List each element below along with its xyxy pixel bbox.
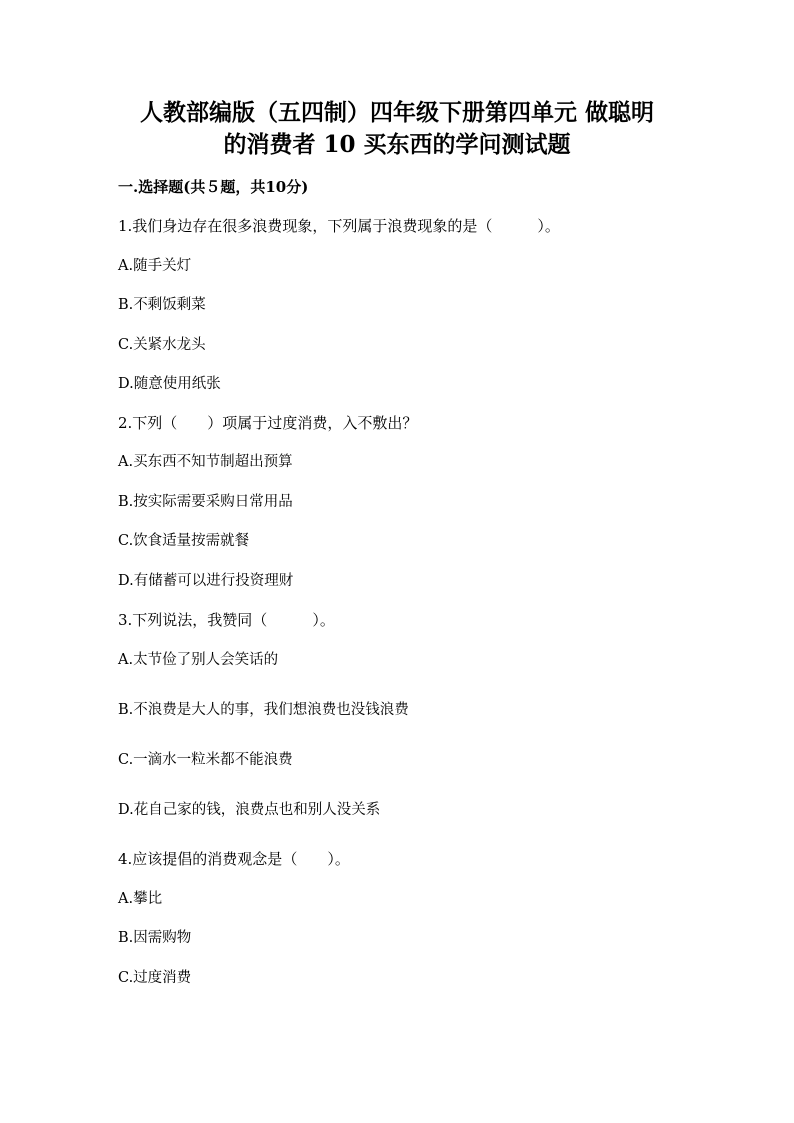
document-title-line-2: 的消费者 10 买东西的学问测试题 [223, 131, 571, 158]
question-2-option-b: B.按实际需要采购日常用品 [118, 494, 293, 510]
question-2-option-a: A.买东西不知节制超出预算 [118, 454, 293, 470]
question-1-option-d: D.随意使用纸张 [118, 376, 221, 392]
question-1-option-c: C.关紧水龙头 [118, 337, 206, 353]
question-3-option-b: B.不浪费是大人的事，我们想浪费也没钱浪费 [118, 702, 409, 718]
question-1-option-a: A.随手关灯 [118, 258, 192, 274]
question-1-stem: 1.我们身边存在很多浪费现象，下列属于浪费现象的是（ ）。 [118, 217, 560, 235]
question-2-stem: 2.下列（ ）项属于过度消费，入不敷出？ [118, 414, 418, 432]
document-title-line-1: 人教部编版（五四制）四年级下册第四单元 做聪明 [139, 99, 654, 126]
question-3-option-d: D.花自己家的钱，浪费点也和别人没关系 [118, 802, 381, 818]
question-4-stem: 4.应该提倡的消费观念是（ ）。 [118, 850, 350, 868]
question-3-option-a: A.太节俭了别人会笑话的 [118, 652, 279, 668]
question-4-option-a: A.攀比 [118, 891, 163, 907]
section-heading: 一.选择题(共５题，共10分) [118, 178, 309, 196]
question-3-stem: 3.下列说法，我赞同（ ）。 [118, 611, 335, 629]
question-2-option-d: D.有储蓄可以进行投资理财 [118, 573, 294, 589]
question-1-option-b: B.不剩饭剩菜 [118, 297, 206, 313]
question-2-option-c: C.饮食适量按需就餐 [118, 533, 250, 549]
question-4-option-c: C.过度消费 [118, 970, 192, 986]
question-3-option-c: C.一滴水一粒米都不能浪费 [118, 752, 293, 768]
question-4-option-b: B.因需购物 [118, 930, 192, 946]
